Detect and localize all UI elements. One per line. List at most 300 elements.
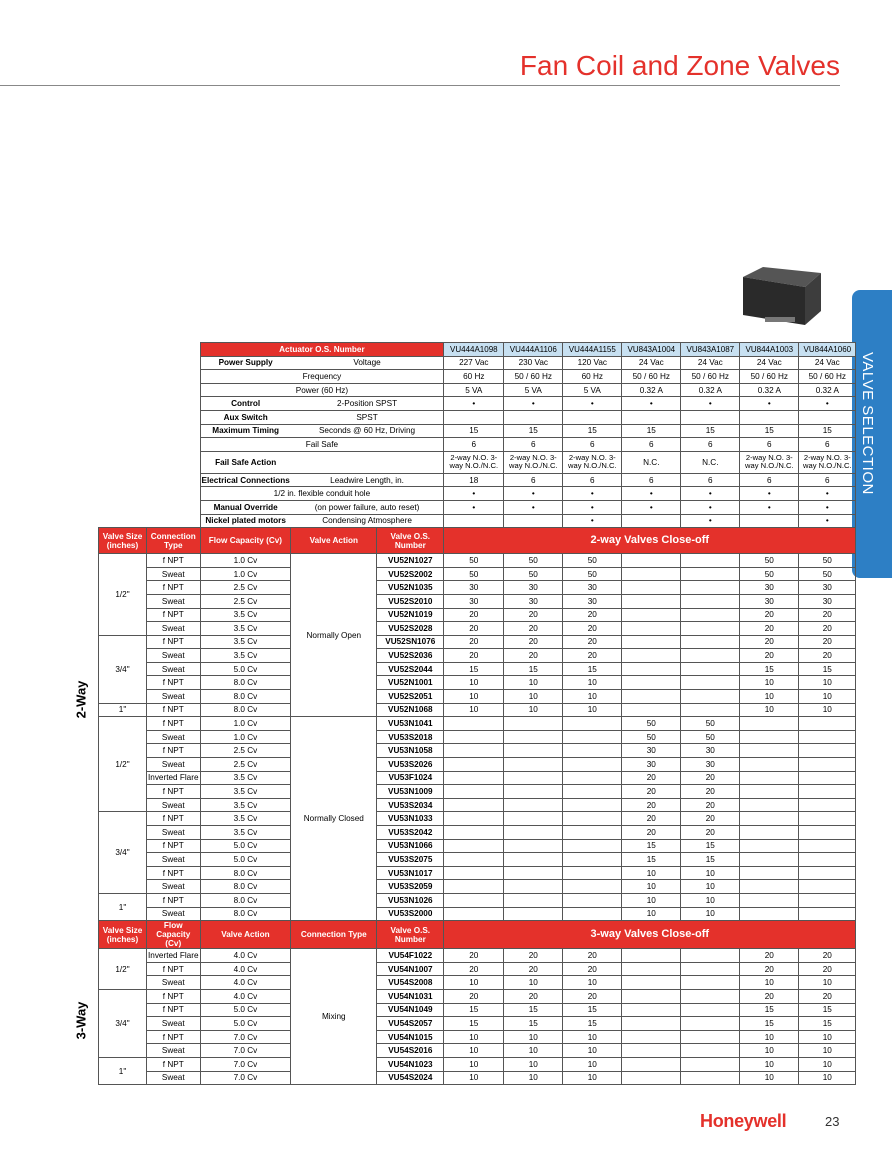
close-off-value (622, 581, 681, 595)
valve-model-cell: VU54N1031 (377, 989, 444, 1003)
valve-model-cell: VU54N1007 (377, 962, 444, 976)
close-off-value: 15 (622, 839, 681, 853)
table-row (99, 853, 856, 867)
spec-value: 50 / 60 Hz (504, 370, 563, 384)
spec-row (99, 438, 856, 452)
table-row (99, 662, 856, 676)
spec-value (740, 514, 799, 528)
close-off-value (444, 758, 504, 772)
close-off-value (681, 1017, 740, 1031)
spec-value: 60 Hz (563, 370, 622, 384)
spec-value: • (622, 397, 681, 411)
spec-value: 2-way N.O. 3-way N.O./N.C. (740, 451, 799, 473)
close-off-value: 20 (622, 798, 681, 812)
spec-value: 6 (799, 438, 856, 452)
close-off-value: 30 (504, 581, 563, 595)
close-off-value (681, 554, 740, 568)
close-off-value (444, 812, 504, 826)
spec-value: • (563, 514, 622, 528)
close-off-value: 10 (622, 893, 681, 907)
close-off-value (799, 893, 856, 907)
close-off-value: 20 (563, 962, 622, 976)
flow-capacity-cell: 8.0 Cv (200, 703, 291, 717)
side-tab (852, 290, 892, 578)
valve-model-cell: VU52S2036 (377, 649, 444, 663)
close-off-value (799, 907, 856, 921)
connection-type-cell: Sweat (147, 567, 201, 581)
close-off-value (444, 798, 504, 812)
connection-type-cell: f NPT (147, 893, 201, 907)
spec-value: 0.32 A (740, 383, 799, 397)
close-off-value: 50 (681, 730, 740, 744)
valve-model-cell: VU52N1035 (377, 581, 444, 595)
table-row (99, 730, 856, 744)
actuator-model-header: VU843A1087 (681, 343, 740, 357)
close-off-value (799, 717, 856, 731)
flow-capacity-cell: 1.0 Cv (200, 717, 291, 731)
close-off-value (740, 853, 799, 867)
close-off-value (504, 826, 563, 840)
close-off-value (504, 744, 563, 758)
close-off-value: 10 (681, 880, 740, 894)
close-off-value (504, 893, 563, 907)
table-row (99, 690, 856, 704)
close-off-value: 10 (799, 1071, 856, 1085)
table-row (99, 744, 856, 758)
table-row (99, 758, 856, 772)
close-off-value: 30 (799, 594, 856, 608)
table-row (99, 1017, 856, 1031)
close-off-value (444, 730, 504, 744)
close-off-value (740, 839, 799, 853)
close-off-value (504, 785, 563, 799)
close-off-value (622, 567, 681, 581)
spec-value: 50 / 60 Hz (622, 370, 681, 384)
valve-model-cell: VU53S2075 (377, 853, 444, 867)
section-column-header: Valve Action (291, 528, 377, 554)
close-off-value: 10 (563, 1030, 622, 1044)
table-row (99, 554, 856, 568)
table-row (99, 949, 856, 963)
table-row (99, 826, 856, 840)
flow-capacity-cell: 4.0 Cv (200, 949, 291, 963)
table-row (99, 1044, 856, 1058)
close-off-value: 50 (799, 554, 856, 568)
table-row (99, 1030, 856, 1044)
spec-value: • (444, 487, 504, 501)
flow-capacity-cell: 8.0 Cv (200, 690, 291, 704)
flow-capacity-cell: 5.0 Cv (200, 1017, 291, 1031)
valve-model-cell: VU53S2059 (377, 880, 444, 894)
close-off-value: 20 (504, 635, 563, 649)
flow-capacity-cell: 1.0 Cv (200, 567, 291, 581)
spec-value (444, 514, 504, 528)
close-off-value (622, 989, 681, 1003)
valve-model-cell: VU52SN1076 (377, 635, 444, 649)
valve-size-cell: 1" (99, 893, 147, 920)
flow-capacity-cell: 3.5 Cv (200, 771, 291, 785)
connection-type-cell: f NPT (147, 744, 201, 758)
close-off-value: 10 (799, 1030, 856, 1044)
page-title: Fan Coil and Zone Valves (519, 50, 840, 81)
valve-model-cell: VU53F1024 (377, 771, 444, 785)
flow-capacity-cell: 4.0 Cv (200, 989, 291, 1003)
spec-value: 6 (444, 438, 504, 452)
blank-cell (99, 500, 201, 514)
spec-value: • (622, 500, 681, 514)
table-row (99, 989, 856, 1003)
close-off-value (740, 798, 799, 812)
flow-capacity-cell: 3.5 Cv (200, 798, 291, 812)
section-column-header: Connection Type (147, 528, 201, 554)
flow-capacity-cell: 2.5 Cv (200, 594, 291, 608)
flow-capacity-cell: 2.5 Cv (200, 744, 291, 758)
close-off-value (799, 730, 856, 744)
spec-value: 6 (681, 438, 740, 452)
connection-type-cell: f NPT (147, 812, 201, 826)
close-off-value: 10 (444, 676, 504, 690)
spec-value: 50 / 60 Hz (681, 370, 740, 384)
close-off-value: 20 (504, 622, 563, 636)
valve-model-cell: VU54S2024 (377, 1071, 444, 1085)
close-off-value: 20 (444, 962, 504, 976)
flow-capacity-cell: 5.0 Cv (200, 1003, 291, 1017)
close-off-value (799, 798, 856, 812)
spec-value: 5 VA (504, 383, 563, 397)
spec-value: • (799, 487, 856, 501)
close-off-value (563, 839, 622, 853)
close-off-value: 10 (563, 1057, 622, 1071)
spec-row (99, 500, 856, 514)
connection-type-cell: f NPT (147, 866, 201, 880)
blank-cell (99, 451, 201, 473)
close-off-value (681, 1071, 740, 1085)
connection-type-cell: Inverted Flare (147, 949, 201, 963)
spec-value (563, 410, 622, 424)
spec-value: 6 (504, 438, 563, 452)
title-divider (0, 85, 840, 86)
close-off-value (622, 1044, 681, 1058)
spec-value (504, 410, 563, 424)
close-off-value: 10 (740, 676, 799, 690)
flow-capacity-cell: 8.0 Cv (200, 676, 291, 690)
close-off-value: 20 (563, 608, 622, 622)
close-off-value (504, 880, 563, 894)
blank-cell (99, 487, 201, 501)
close-off-value (563, 880, 622, 894)
close-off-value: 10 (563, 690, 622, 704)
spec-label: Electrical Connections (200, 473, 291, 487)
spec-value: 0.32 A (622, 383, 681, 397)
close-off-value: 15 (444, 1003, 504, 1017)
close-off-value: 20 (740, 622, 799, 636)
close-off-value (563, 771, 622, 785)
valve-model-cell: VU52N1027 (377, 554, 444, 568)
section-column-header: Valve Action (200, 921, 291, 949)
connection-type-cell: Sweat (147, 758, 201, 772)
connection-type-cell: Sweat (147, 594, 201, 608)
flow-capacity-cell: 8.0 Cv (200, 866, 291, 880)
valve-size-cell: 1" (99, 703, 147, 717)
flow-capacity-cell: 3.5 Cv (200, 785, 291, 799)
close-off-value: 10 (504, 703, 563, 717)
valve-model-cell: VU53S2034 (377, 798, 444, 812)
close-off-value: 10 (504, 1030, 563, 1044)
section-title: 3-way Valves Close-off (444, 921, 856, 949)
spec-label: Aux Switch (200, 410, 291, 424)
spec-value: 227 Vac (444, 356, 504, 370)
table-row (99, 839, 856, 853)
valve-model-cell: VU53N1026 (377, 893, 444, 907)
spec-row (99, 356, 856, 370)
close-off-value (622, 608, 681, 622)
close-off-value: 50 (444, 567, 504, 581)
close-off-value (563, 853, 622, 867)
close-off-value (622, 649, 681, 663)
close-off-value: 20 (444, 989, 504, 1003)
close-off-value (681, 703, 740, 717)
close-off-value: 20 (799, 635, 856, 649)
close-off-value: 20 (622, 785, 681, 799)
close-off-value (504, 730, 563, 744)
valve-model-cell: VU53S2042 (377, 826, 444, 840)
valve-size-cell: 3/4" (99, 989, 147, 1057)
close-off-value: 20 (740, 649, 799, 663)
flow-capacity-cell: 7.0 Cv (200, 1071, 291, 1085)
spec-value (799, 410, 856, 424)
close-off-value (799, 839, 856, 853)
close-off-value (681, 662, 740, 676)
connection-type-cell: Sweat (147, 907, 201, 921)
close-off-value (799, 880, 856, 894)
close-off-value (740, 880, 799, 894)
close-off-value: 20 (740, 949, 799, 963)
close-off-value: 10 (444, 690, 504, 704)
flow-capacity-cell: 8.0 Cv (200, 893, 291, 907)
spec-sublabel: Seconds @ 60 Hz, Driving (291, 424, 444, 438)
close-off-value: 50 (563, 554, 622, 568)
actuator-header: Actuator O.S. Number (200, 343, 444, 357)
close-off-value: 15 (681, 853, 740, 867)
spec-label: Maximum Timing (200, 424, 291, 438)
spec-sublabel: Fail Safe (200, 438, 444, 452)
table-row (99, 1057, 856, 1071)
close-off-value: 15 (563, 1003, 622, 1017)
spec-label: Manual Override (200, 500, 291, 514)
spec-value: • (504, 487, 563, 501)
spec-value (622, 410, 681, 424)
valve-model-cell: VU52N1001 (377, 676, 444, 690)
close-off-value: 30 (740, 594, 799, 608)
valve-model-cell: VU54S2008 (377, 976, 444, 990)
close-off-value (504, 717, 563, 731)
valve-model-cell: VU52N1068 (377, 703, 444, 717)
section-title: 2-way Valves Close-off (444, 528, 856, 554)
close-off-value (681, 594, 740, 608)
close-off-value (622, 703, 681, 717)
spec-value: 6 (799, 473, 856, 487)
close-off-value (563, 893, 622, 907)
table-row (99, 635, 856, 649)
close-off-value (444, 744, 504, 758)
close-off-value: 10 (740, 1044, 799, 1058)
flow-capacity-cell: 3.5 Cv (200, 608, 291, 622)
connection-type-cell: f NPT (147, 989, 201, 1003)
close-off-value (622, 976, 681, 990)
spec-value: • (740, 500, 799, 514)
close-off-value: 20 (681, 812, 740, 826)
connection-type-cell: Sweat (147, 853, 201, 867)
close-off-value (444, 880, 504, 894)
spec-value: 50 / 60 Hz (740, 370, 799, 384)
spec-value: 15 (444, 424, 504, 438)
close-off-value: 20 (740, 608, 799, 622)
close-off-value: 50 (622, 730, 681, 744)
connection-type-cell: Sweat (147, 662, 201, 676)
spec-value: 24 Vac (622, 356, 681, 370)
close-off-value: 10 (799, 676, 856, 690)
actuator-model-header: VU444A1106 (504, 343, 563, 357)
close-off-value: 10 (740, 976, 799, 990)
spec-value: 6 (563, 473, 622, 487)
spec-value (622, 514, 681, 528)
close-off-value: 10 (563, 676, 622, 690)
close-off-value (681, 1003, 740, 1017)
close-off-value: 50 (799, 567, 856, 581)
close-off-value: 20 (681, 798, 740, 812)
close-off-value: 20 (563, 622, 622, 636)
close-off-value (681, 622, 740, 636)
close-off-value (740, 812, 799, 826)
close-off-value (681, 567, 740, 581)
valve-model-cell: VU53N1058 (377, 744, 444, 758)
section-column-header: Valve Size (inches) (99, 528, 147, 554)
close-off-value: 10 (740, 690, 799, 704)
close-off-value: 20 (799, 608, 856, 622)
actuator-product-image (735, 263, 825, 328)
flow-capacity-cell: 3.5 Cv (200, 812, 291, 826)
flow-capacity-cell: 7.0 Cv (200, 1057, 291, 1071)
close-off-value: 30 (681, 744, 740, 758)
page-number: 23 (825, 1114, 840, 1129)
close-off-value: 15 (740, 662, 799, 676)
close-off-value: 10 (444, 1030, 504, 1044)
table-row (99, 703, 856, 717)
close-off-value: 50 (681, 717, 740, 731)
close-off-value (622, 1017, 681, 1031)
close-off-value (681, 1030, 740, 1044)
blank-cell (99, 370, 201, 384)
spec-value: 15 (799, 424, 856, 438)
close-off-value: 20 (563, 635, 622, 649)
close-off-value: 20 (740, 635, 799, 649)
close-off-value: 15 (622, 853, 681, 867)
spec-value: 6 (622, 473, 681, 487)
close-off-value: 10 (563, 1071, 622, 1085)
connection-type-cell: Sweat (147, 826, 201, 840)
blank-cell (99, 397, 201, 411)
close-off-value: 10 (504, 676, 563, 690)
close-off-value: 20 (504, 962, 563, 976)
spec-value: 15 (622, 424, 681, 438)
close-off-value: 20 (799, 622, 856, 636)
spec-sublabel: 1/2 in. flexible conduit hole (200, 487, 444, 501)
flow-capacity-cell: 3.5 Cv (200, 635, 291, 649)
valve-action-cell: Mixing (291, 949, 377, 1085)
close-off-value: 30 (740, 581, 799, 595)
spec-sublabel: Power (60 Hz) (200, 383, 444, 397)
close-off-value (681, 608, 740, 622)
spec-value: 2-way N.O. 3-way N.O./N.C. (563, 451, 622, 473)
close-off-value: 20 (740, 962, 799, 976)
close-off-value (740, 866, 799, 880)
valve-size-cell: 1/2" (99, 717, 147, 812)
close-off-value: 10 (444, 1057, 504, 1071)
flow-capacity-cell: 1.0 Cv (200, 554, 291, 568)
close-off-value (799, 826, 856, 840)
close-off-value: 10 (740, 703, 799, 717)
close-off-value (681, 976, 740, 990)
spec-value: • (799, 397, 856, 411)
close-off-value: 10 (681, 907, 740, 921)
section-column-header: Connection Type (291, 921, 377, 949)
connection-type-cell: f NPT (147, 676, 201, 690)
table-row (99, 976, 856, 990)
valve-model-cell: VU52S2051 (377, 690, 444, 704)
flow-capacity-cell: 8.0 Cv (200, 907, 291, 921)
close-off-value (504, 758, 563, 772)
close-off-value (681, 949, 740, 963)
close-off-value: 20 (681, 826, 740, 840)
spec-value: 24 Vac (740, 356, 799, 370)
close-off-value: 10 (622, 866, 681, 880)
table-row (99, 1071, 856, 1085)
close-off-value (504, 866, 563, 880)
valve-model-cell: VU53N1009 (377, 785, 444, 799)
spec-value: • (681, 397, 740, 411)
close-off-value: 50 (740, 567, 799, 581)
close-off-value: 50 (622, 717, 681, 731)
spec-value: • (799, 514, 856, 528)
valve-model-cell: VU54N1049 (377, 1003, 444, 1017)
close-off-value (681, 676, 740, 690)
close-off-value: 20 (622, 826, 681, 840)
close-off-value (444, 866, 504, 880)
close-off-value: 15 (444, 662, 504, 676)
spec-value: 15 (504, 424, 563, 438)
connection-type-cell: f NPT (147, 1030, 201, 1044)
close-off-value: 20 (444, 635, 504, 649)
table-row (99, 1003, 856, 1017)
spec-label: Nickel plated motors (200, 514, 291, 528)
connection-type-cell: f NPT (147, 962, 201, 976)
close-off-value: 30 (799, 581, 856, 595)
spec-value: 15 (563, 424, 622, 438)
close-off-value (740, 893, 799, 907)
close-off-value: 50 (504, 554, 563, 568)
table-row (99, 785, 856, 799)
close-off-value (444, 771, 504, 785)
spec-row (99, 410, 856, 424)
close-off-value (681, 690, 740, 704)
connection-type-cell: Sweat (147, 730, 201, 744)
spec-value: 60 Hz (444, 370, 504, 384)
close-off-value: 15 (504, 1003, 563, 1017)
close-off-value: 15 (444, 1017, 504, 1031)
connection-type-cell: f NPT (147, 581, 201, 595)
valve-model-cell: VU53S2026 (377, 758, 444, 772)
table-row (99, 907, 856, 921)
